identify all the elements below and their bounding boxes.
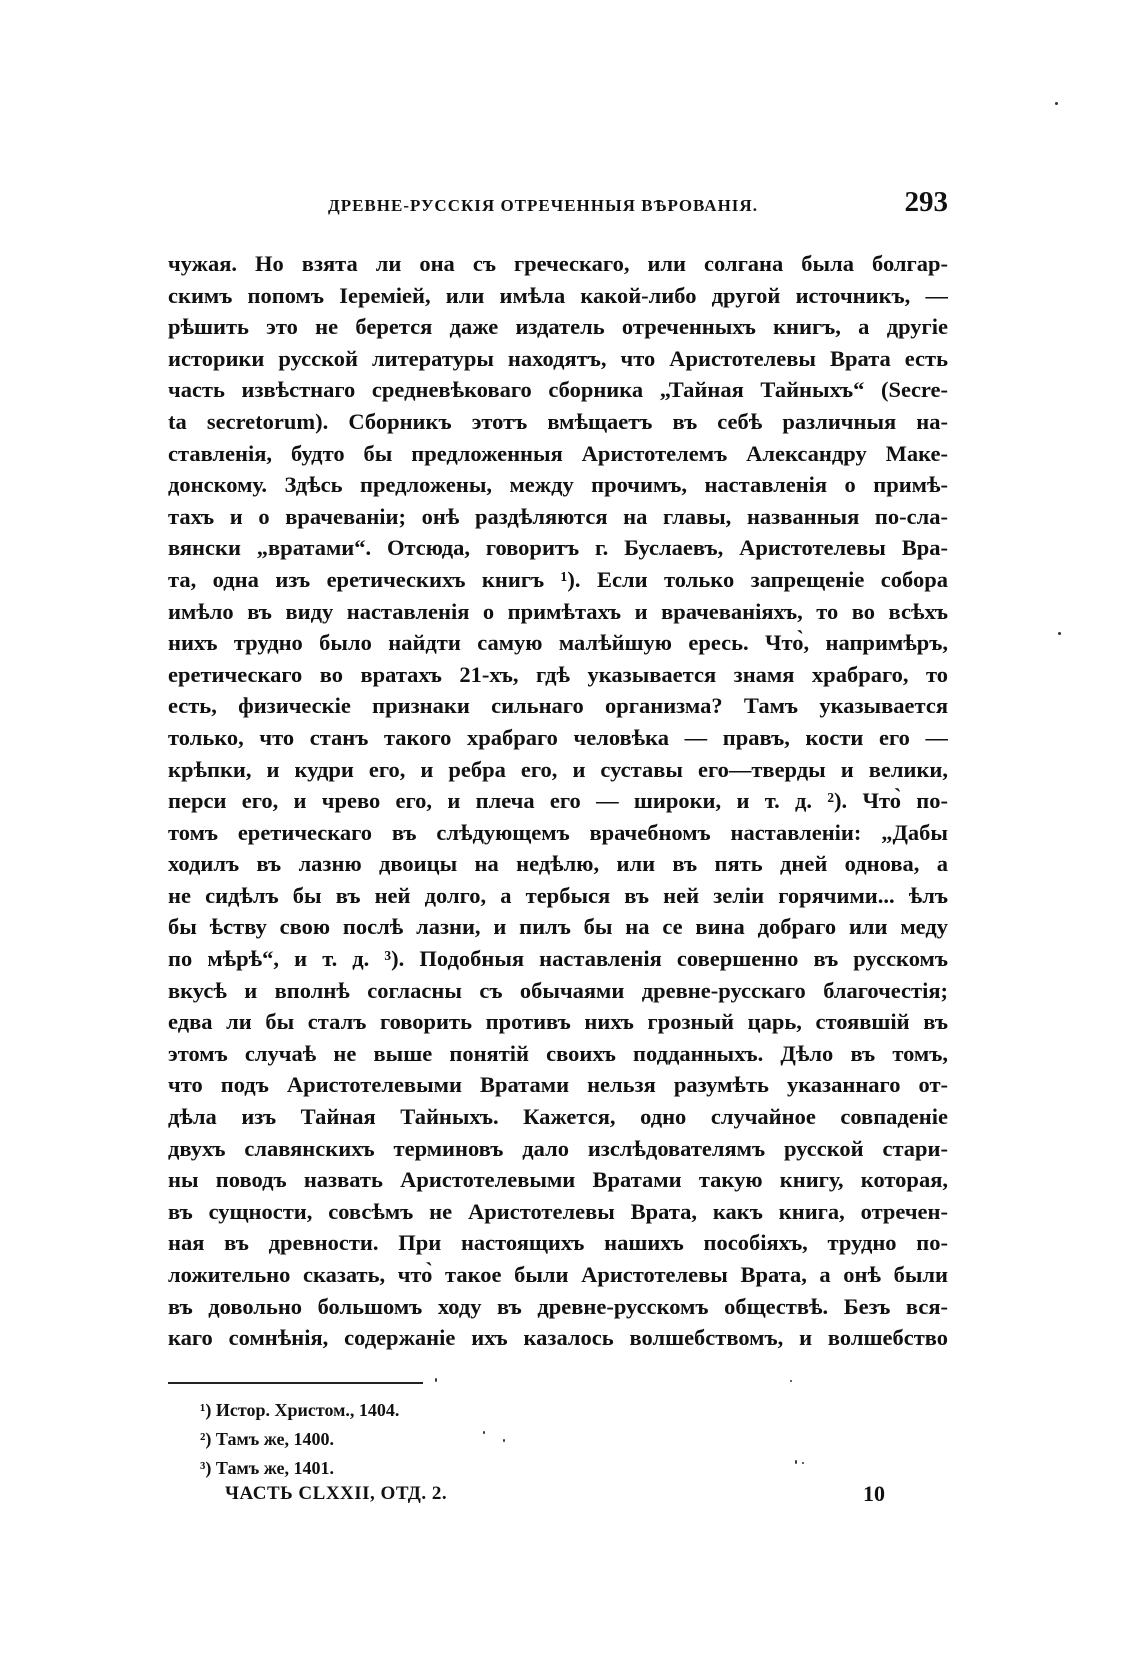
footnote: ³) Тамъ же, 1401. xyxy=(200,1458,335,1478)
text-line: по мѣрѣ“, и т. д. ³). Подобныя наставленія совершенно въ русскомъ xyxy=(168,946,948,972)
text-line: каго сомнѣнія, содержаніе ихъ казалось волшебствомъ, и волшебство xyxy=(168,1325,948,1351)
text-line: тахъ и о врачеваніи; онѣ раздѣляются на главы, названныя по-сла- xyxy=(168,503,948,529)
scan-speck xyxy=(1058,632,1061,635)
text-line: не сидѣлъ бы въ ней долго, а тербыся въ ней зеліи горячими... ѣлъ xyxy=(168,882,948,908)
text-line: вянски „вратами“. Отсюда, говоритъ г. Буслаевъ, Аристотелевы Вра- xyxy=(168,535,948,561)
signature-mark: 10 xyxy=(863,1481,885,1506)
text-line: только, что станъ такого храбраго человѣка — правъ, кости его — xyxy=(168,724,948,750)
scan-speck xyxy=(790,1380,792,1382)
scan-speck xyxy=(435,1378,437,1382)
body-text xyxy=(168,248,948,1354)
scan-speck xyxy=(802,1462,804,1464)
text-line: часть извѣстнаго средневѣковаго сборника „Тайная Тайныхъ“ (Secre- xyxy=(168,377,948,403)
printer-signature xyxy=(225,1483,885,1517)
text-line: крѣпки, и кудри его, и ребра его, и суставы его—тверды и велики, xyxy=(168,756,948,782)
text-line: имѣло въ виду наставленія о примѣтахъ и врачеваніяхъ, то во всѣхъ xyxy=(168,598,948,624)
text-line: ны поводъ назвать Аристотелевыми Вратами такую книгу, которая, xyxy=(168,1167,948,1193)
text-line: ная въ древности. При настоящихъ нашихъ пособіяхъ, трудно по- xyxy=(168,1230,948,1256)
text-line: та, одна изъ еретическихъ книгъ ¹). Если только запрещеніе собора xyxy=(168,566,948,592)
signature-part-label: ЧАСТЬ CLXXII, ОТД. 2. xyxy=(225,1483,448,1504)
text-line: что подъ Аристотелевыми Вратами нельзя разумѣть указаннаго от- xyxy=(168,1072,948,1098)
text-line: двухъ славянскихъ терминовъ дало изслѣдователямъ русской стари- xyxy=(168,1135,948,1161)
text-line: дѣла изъ Тайная Тайныхъ. Кажется, одно случайное совпаденіе xyxy=(168,1104,948,1130)
text-line: еретическаго во вратахъ 21-хъ, гдѣ указывается знамя храбраго, то xyxy=(168,661,948,687)
text-line: вкусѣ и вполнѣ согласны съ обычаями древне-русскаго благочестія; xyxy=(168,977,948,1003)
text-line: скимъ попомъ Іереміей, или имѣла какой-либо другой источникъ, — xyxy=(168,282,948,308)
text-line: бы ѣству свою послѣ лазни, и пилъ бы на се вина добраго или меду xyxy=(168,914,948,940)
scan-speck xyxy=(795,1460,797,1464)
footnotes xyxy=(200,1396,600,1483)
text-line: перси его, и чрево его, и плеча его — широки, и т. д. ²). Что̀ по- xyxy=(168,788,948,814)
text-line: донскому. Здѣсь предложены, между прочимъ, наставленія о примѣ- xyxy=(168,472,948,498)
text-line: рѣшить это не берется даже издатель отреченныхъ книгъ, а другіе xyxy=(168,314,948,340)
text-line: ставленія, будто бы предложенныя Аристотелемъ Александру Маке- xyxy=(168,440,948,466)
text-line: этомъ случаѣ не выше понятій своихъ подданныхъ. Дѣло въ томъ, xyxy=(168,1040,948,1066)
text-line: едва ли бы сталъ говорить противъ нихъ грозный царь, стоявшій въ xyxy=(168,1009,948,1035)
footnote-rule xyxy=(168,1382,423,1384)
text-line: нихъ трудно было найдти самую малѣйшую ересь. Что̀, напримѣръ, xyxy=(168,630,948,656)
text-line: историки русской литературы находятъ, что Аристотелевы Врата есть xyxy=(168,345,948,371)
footnote: ²) Тамъ же, 1400. xyxy=(200,1429,335,1449)
text-line: ходилъ въ лазню двоицы на недѣлю, или въ пять дней однова, а xyxy=(168,851,948,877)
text-line: въ довольно большомъ ходу въ древне-русскомъ обществѣ. Безъ вся- xyxy=(168,1293,948,1319)
running-head xyxy=(168,186,948,226)
scan-speck xyxy=(483,1431,485,1434)
text-line: ta secretorum). Сборникъ этотъ вмѣщаетъ въ себѣ различныя на- xyxy=(168,408,948,434)
page-number: 293 xyxy=(904,186,948,218)
scan-speck xyxy=(503,1439,505,1442)
text-line: томъ еретическаго въ слѣдующемъ врачебномъ наставленіи: „Дабы xyxy=(168,819,948,845)
text-line: ложительно сказать, что̀ такое были Аристотелевы Врата, а онѣ были xyxy=(168,1262,948,1287)
running-title: ДРЕВНЕ-РУССКІЯ ОТРЕЧЕННЫЯ ВѢРОВАНІЯ. xyxy=(328,196,758,215)
footnote: ¹) Истор. Христом., 1404. xyxy=(200,1400,400,1420)
text-line: есть, физическіе признаки сильнаго организма? Тамъ указывается xyxy=(168,693,948,719)
scan-speck xyxy=(1055,102,1058,105)
text-line: чужая. Но взята ли она съ греческаго, или солгана была болгар- xyxy=(168,251,948,276)
text-line: въ сущности, совсѣмъ не Аристотелевы Врата, какъ книга, отречен- xyxy=(168,1198,948,1224)
